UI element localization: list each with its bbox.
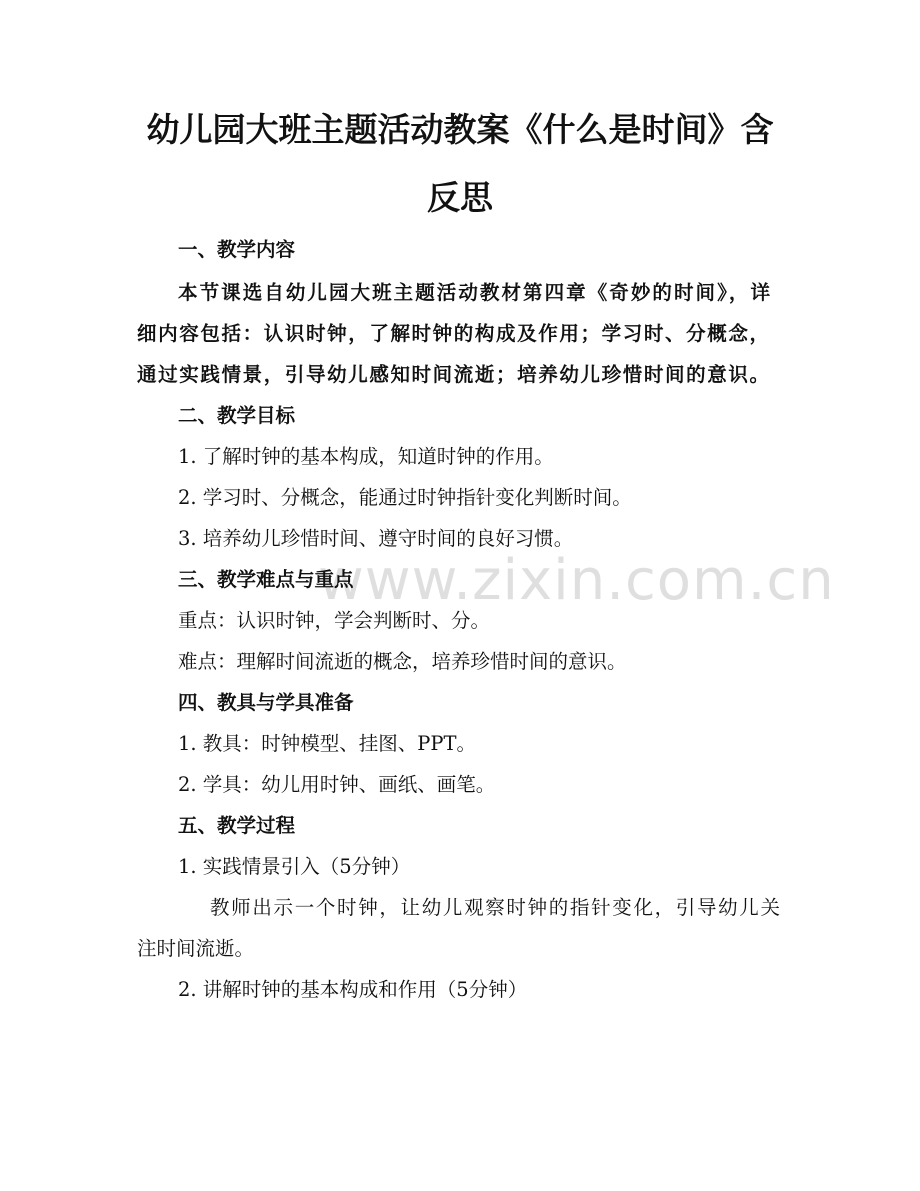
section-heading-materials: 四、教具与学具准备 bbox=[178, 691, 354, 714]
objective-item-3: 3. 培养幼儿珍惜时间、遵守时间的良好习惯。 bbox=[178, 527, 574, 550]
content-paragraph-line-2: 细内容包括：认识时钟，了解时钟的构成及作用；学习时、分概念， bbox=[137, 322, 769, 345]
section-heading-key-points: 三、教学难点与重点 bbox=[178, 568, 354, 591]
content-paragraph-line-3: 通过实践情景，引导幼儿感知时间流逝；培养幼儿珍惜时间的意识。 bbox=[137, 363, 769, 386]
title-line-2: 反思 bbox=[427, 178, 493, 217]
key-point-text: 重点：认识时钟，学会判断时、分。 bbox=[178, 609, 491, 632]
title-line-1: 幼儿园大班主题活动教案《什么是时间》含 bbox=[146, 110, 774, 149]
content-paragraph-line-1: 本节课选自幼儿园大班主题活动教材第四章《奇妙的时间》，详 bbox=[178, 281, 770, 304]
process-step-2: 2. 讲解时钟的基本构成和作用（5分钟） bbox=[178, 978, 528, 1001]
section-heading-process: 五、教学过程 bbox=[178, 814, 296, 837]
process-step-1: 1. 实践情景引入（5分钟） bbox=[178, 855, 411, 878]
watermark: www.zixin.com.cn bbox=[318, 548, 835, 613]
document-title bbox=[120, 96, 800, 232]
section-heading-objectives: 二、教学目标 bbox=[178, 404, 296, 427]
process-step-1-desc-line-1: 教师出示一个时钟，让幼儿观察时钟的指针变化，引导幼儿关 bbox=[210, 896, 780, 919]
process-step-1-desc-line-2: 注时间流逝。 bbox=[137, 937, 255, 960]
difficult-point-text: 难点：理解时间流逝的概念，培养珍惜时间的意识。 bbox=[178, 650, 627, 673]
objective-item-2: 2. 学习时、分概念，能通过时钟指针变化判断时间。 bbox=[178, 486, 632, 509]
materials-item-2: 2. 学具：幼儿用时钟、画纸、画笔。 bbox=[178, 773, 496, 796]
section-heading-content: 一、教学内容 bbox=[178, 238, 296, 261]
objective-item-1: 1. 了解时钟的基本构成，知道时钟的作用。 bbox=[178, 445, 554, 468]
materials-item-1: 1. 教具：时钟模型、挂图、PPT。 bbox=[178, 732, 477, 755]
